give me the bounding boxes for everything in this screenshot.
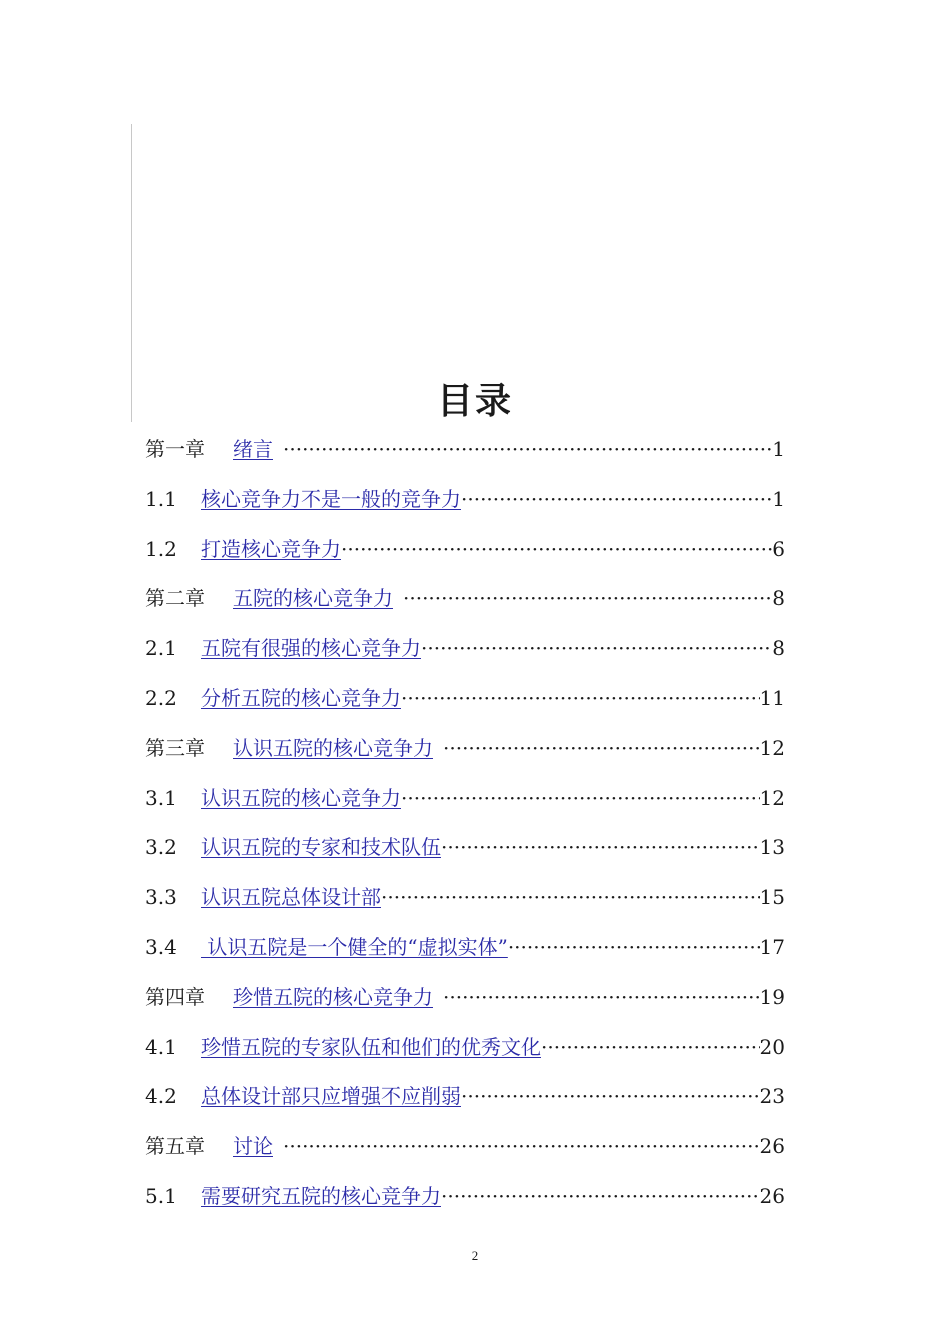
toc-dot-leader xyxy=(443,980,760,1014)
toc-entry-page: 13 xyxy=(759,835,785,860)
toc-entry-link[interactable]: 核心竞争力不是一般的竞争力 xyxy=(201,486,461,511)
toc-entry-link[interactable]: 分析五院的核心竞争力 xyxy=(201,685,401,710)
toc-entry-page: 1 xyxy=(772,437,785,461)
toc-entry-number: 5.1 xyxy=(145,1183,177,1208)
toc-entry-link[interactable]: 绪言 xyxy=(233,437,273,461)
toc-title: 目录 xyxy=(436,380,513,422)
toc-entry-page: 12 xyxy=(759,735,785,760)
toc-dot-leader xyxy=(401,781,760,815)
toc-entry-link[interactable]: 讨论 xyxy=(233,1134,273,1159)
toc-dot-leader xyxy=(403,581,772,615)
toc-dot-leader xyxy=(441,1179,760,1213)
toc-dot-leader xyxy=(341,532,772,566)
toc-entry-page: 19 xyxy=(759,984,785,1009)
toc-entry-link[interactable]: 五院有很强的核心竞争力 xyxy=(201,636,421,661)
toc-entry-link[interactable]: 认识五院是一个健全的“虚拟实体” xyxy=(201,934,508,959)
toc-entry-page: 26 xyxy=(759,1183,785,1208)
toc-entry-link[interactable]: 总体设计部只应增强不应削弱 xyxy=(201,1084,461,1109)
toc-entry xyxy=(145,432,785,482)
toc-dot-leader xyxy=(461,482,772,516)
toc-entry-page: 12 xyxy=(759,785,785,810)
toc-entry-number: 4.1 xyxy=(145,1034,177,1059)
toc-entry xyxy=(145,482,785,532)
toc-entry-number: 1.2 xyxy=(145,536,177,561)
toc-dot-leader xyxy=(381,880,760,914)
toc-dot-leader xyxy=(421,631,772,665)
toc-entry-page: 15 xyxy=(759,885,785,910)
toc-dot-leader xyxy=(401,681,760,715)
toc-entry-number: 第一章 xyxy=(145,437,205,461)
toc-entry-number: 3.1 xyxy=(145,785,177,810)
toc-entry xyxy=(145,631,785,681)
toc-entry-page: 23 xyxy=(759,1084,785,1109)
toc-entry-number: 2.1 xyxy=(145,636,177,661)
toc-entry-link[interactable]: 珍惜五院的专家队伍和他们的优秀文化 xyxy=(201,1034,541,1059)
toc-entry-page: 26 xyxy=(759,1134,785,1159)
toc-entry-page: 1 xyxy=(772,486,785,511)
toc-entry-number: 第五章 xyxy=(145,1134,205,1159)
toc-entry-number: 1.1 xyxy=(145,486,177,511)
toc-entry xyxy=(145,980,785,1030)
toc-entry xyxy=(145,731,785,781)
toc-entry-number: 3.2 xyxy=(145,835,177,860)
toc-dot-leader xyxy=(443,731,760,765)
toc-entry-link[interactable]: 五院的核心竞争力 xyxy=(233,586,393,611)
toc-entry-number: 第三章 xyxy=(145,735,205,760)
toc-entry xyxy=(145,1079,785,1129)
toc-entry xyxy=(145,930,785,980)
toc-entry-page: 8 xyxy=(772,586,785,611)
toc-entry xyxy=(145,880,785,930)
toc-entry-number: 3.4 xyxy=(145,934,177,959)
toc-dot-leader xyxy=(461,1079,760,1113)
toc-entry xyxy=(145,681,785,731)
toc-entry-link[interactable]: 珍惜五院的核心竞争力 xyxy=(233,984,433,1009)
toc-entry-link[interactable]: 认识五院的专家和技术队伍 xyxy=(201,835,441,860)
toc-entry xyxy=(145,830,785,880)
toc-entry-number: 第二章 xyxy=(145,586,205,611)
toc-entry xyxy=(145,1030,785,1080)
toc-entry-link[interactable]: 认识五院总体设计部 xyxy=(201,885,381,910)
table-of-contents xyxy=(145,432,785,1229)
toc-entry xyxy=(145,581,785,631)
toc-entry xyxy=(145,1129,785,1179)
toc-entry-number: 第四章 xyxy=(145,984,205,1009)
toc-entry xyxy=(145,532,785,582)
toc-dot-leader xyxy=(441,830,760,864)
toc-entry-link[interactable]: 需要研究五院的核心竞争力 xyxy=(201,1183,441,1208)
toc-entry-number: 4.2 xyxy=(145,1084,177,1109)
toc-dot-leader xyxy=(283,1129,760,1163)
toc-entry-page: 6 xyxy=(772,536,785,561)
toc-entry-link[interactable]: 认识五院的核心竞争力 xyxy=(201,785,401,810)
toc-dot-leader xyxy=(508,930,760,964)
toc-entry xyxy=(145,781,785,831)
toc-entry-link[interactable]: 打造核心竞争力 xyxy=(201,536,341,561)
toc-entry-page: 11 xyxy=(759,685,785,710)
toc-entry-number: 3.3 xyxy=(145,885,177,910)
toc-entry-page: 17 xyxy=(759,934,785,959)
toc-entry xyxy=(145,1179,785,1229)
toc-dot-leader xyxy=(283,432,772,466)
toc-dot-leader xyxy=(541,1030,760,1064)
toc-entry-link[interactable]: 认识五院的核心竞争力 xyxy=(233,735,433,760)
toc-entry-page: 20 xyxy=(759,1034,785,1059)
toc-entry-number: 2.2 xyxy=(145,685,177,710)
toc-entry-page: 8 xyxy=(772,636,785,661)
page-number: 2 xyxy=(471,1248,479,1263)
